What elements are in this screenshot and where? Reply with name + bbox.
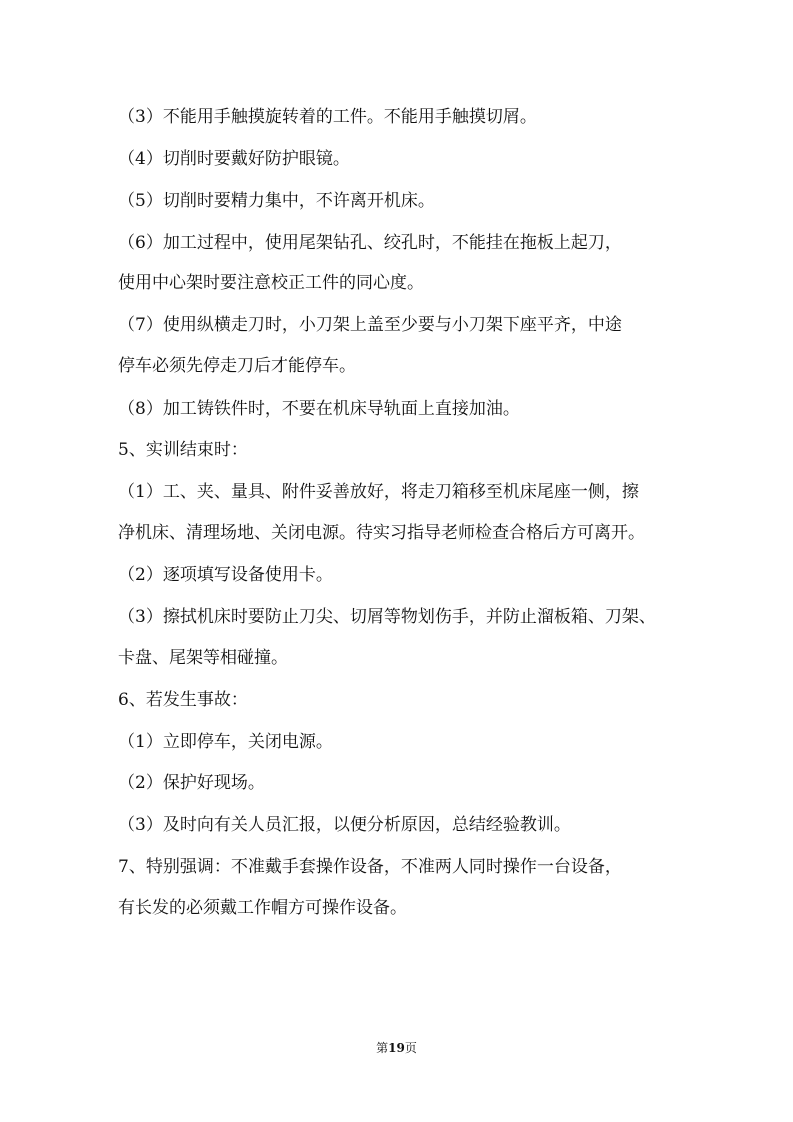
footer-suffix: 页	[404, 1041, 417, 1055]
text-line: 有长发的必须戴工作帽方可操作设备。	[118, 898, 407, 918]
text-line: （3）擦拭机床时要防止刀尖、切屑等物划伤手，并防止溜板箱、刀架、	[118, 607, 656, 627]
text-line: 使用中心架时要注意校正工件的同心度。	[118, 273, 424, 293]
text-line: （3）及时向有关人员汇报，以便分析原因，总结经验教训。	[118, 815, 571, 835]
text-line: （4）切削时要戴好防护眼镜。	[118, 149, 350, 169]
text-line: （8）加工铸铁件时，不要在机床导轨面上直接加油。	[118, 399, 520, 419]
page-number: 19	[388, 1041, 405, 1055]
text-line: 净机床、清理场地、关闭电源。待实习指导老师检查合格后方可离开。	[118, 523, 645, 543]
footer-prefix: 第	[376, 1041, 389, 1055]
text-line: 停车必须先停走刀后才能停车。	[118, 356, 356, 376]
text-line: （2）保护好现场。	[118, 773, 265, 793]
text-line: （3）不能用手触摸旋转着的工件。不能用手触摸切屑。	[118, 107, 537, 127]
text-line: （2）逐项填写设备使用卡。	[118, 565, 333, 585]
text-line: （5）切削时要精力集中，不许离开机床。	[118, 191, 435, 211]
section-heading: 7、特别强调：不准戴手套操作设备，不准两人同时操作一台设备，	[118, 857, 622, 877]
section-heading: 5、实训结束时：	[118, 440, 248, 460]
text-line: 卡盘、尾架等相碰撞。	[118, 648, 288, 668]
text-line: （7）使用纵横走刀时，小刀架上盖至少要与小刀架下座平齐，中途	[118, 315, 622, 335]
text-line: （1）立即停车，关闭电源。	[118, 732, 333, 752]
page-footer	[0, 1040, 793, 1056]
text-line: （1）工、夹、量具、附件妥善放好，将走刀箱移至机床尾座一侧，擦	[118, 482, 639, 502]
text-line: （6）加工过程中，使用尾架钻孔、绞孔时，不能挂在拖板上起刀，	[118, 233, 622, 253]
section-heading: 6、若发生事故：	[118, 690, 248, 710]
